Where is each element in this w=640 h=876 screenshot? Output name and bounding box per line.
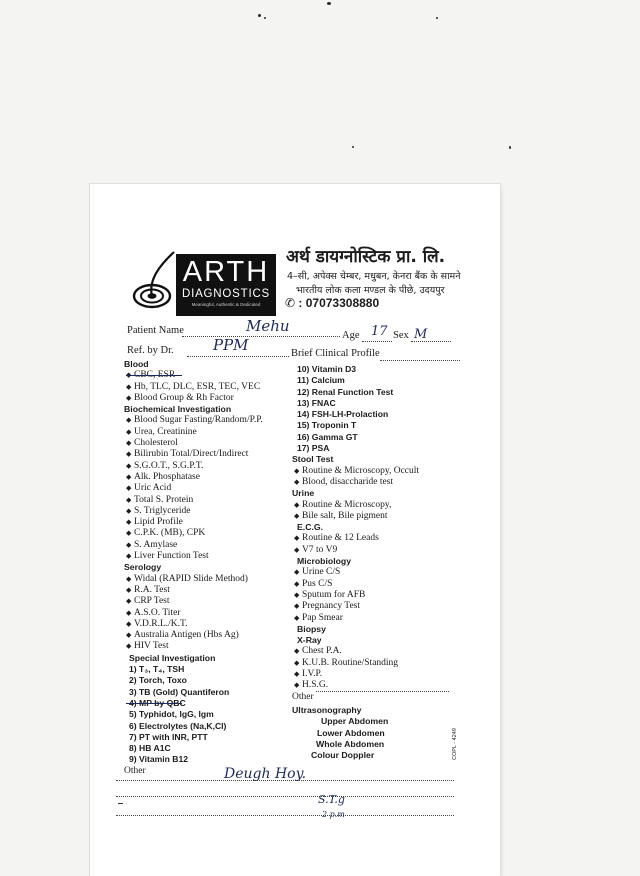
item-label: Other [124,765,146,776]
test-item-urine-c-s[interactable] [292,567,419,578]
item-label: Microbiology [297,556,352,567]
item-label: S. Triglyceride [134,505,191,516]
test-item-2-torch-toxo[interactable] [124,675,263,686]
test-item-uric-acid[interactable] [124,483,263,494]
test-item-7-pt-with-inr-ptt[interactable] [124,732,263,743]
arth-swirl-logo-icon [130,250,180,310]
item-label: Pregnancy Test [302,601,360,612]
sex-label: Sex [393,330,409,341]
bullet-icon: ◆ [126,382,132,391]
scan-speck [352,146,354,148]
test-item-hb-tlc-dlc-esr-tec-vec[interactable] [124,382,263,393]
test-item-a-s-o-titer[interactable] [124,608,263,619]
test-item-6-electrolytes-na-k-cl[interactable] [124,721,263,732]
item-label: Uric Acid [134,483,172,494]
bullet-icon: ◆ [126,574,132,583]
bullet-icon: ◆ [126,427,132,436]
test-item-h-s-g[interactable] [292,680,419,691]
bullet-icon: ◆ [126,608,132,617]
test-item-bile-salt-bile-pigment[interactable] [292,511,419,522]
section-heading-e-c-g [292,522,419,533]
bullet-icon: ◆ [126,416,132,425]
bullet-icon: ◆ [294,579,300,588]
test-item-lipid-profile[interactable] [124,517,263,528]
bullet-icon: ◆ [126,529,132,538]
item-label: Australia Antigen (Hbs Ag) [134,630,239,641]
item-label: Bile salt, Bile pigment [302,510,388,521]
test-item-blood-disaccharide-test[interactable] [292,477,419,488]
test-item-3-tb-gold-quantiferon[interactable] [124,687,263,698]
scan-speck [327,2,331,5]
item-label: 17) PSA [297,443,330,454]
item-label: 5) Typhidot, IgG, Igm [129,709,214,720]
other-label [292,692,419,703]
item-label: 15) Troponin T [297,420,357,431]
item-label: Routine & Microscopy, [302,499,392,510]
test-item-routine-microscopy[interactable] [292,500,419,511]
address-line-2: भारतीय लोक कला मण्डल के पीछे, उदयपुर [296,285,445,296]
section-heading-serology [124,562,263,573]
item-label: Routine & Microscopy, Occult [302,465,420,476]
handwritten-note-1: Deugh Hoy. [224,766,307,782]
other-line-2 [116,796,454,797]
item-label: 3) TB (Gold) Quantiferon [129,686,230,697]
bullet-icon: ◆ [294,466,300,475]
item-label: Other [292,691,314,702]
item-label: Routine & 12 Leads [302,533,379,544]
test-item-16-gamma-gt[interactable] [292,432,419,443]
bullet-icon: ◆ [126,642,132,651]
test-item-crp-test[interactable] [124,596,263,607]
patient-name-value[interactable]: Mehu [246,317,290,335]
item-label: Blood [124,359,149,369]
test-item-s-triglyceride[interactable] [124,506,263,517]
item-label: HIV Test [134,641,169,652]
scan-speck [436,17,438,19]
item-label: X-Ray [297,635,322,646]
test-item-hiv-test[interactable] [124,641,263,652]
handwritten-note-2: S.T.g [318,793,345,806]
test-item-bilirubin-total-direct-indirect[interactable] [124,449,263,460]
test-item-pregnancy-test[interactable] [292,601,419,612]
right-test-list [292,364,419,703]
scan-mark [118,803,123,804]
bullet-icon: ◆ [294,477,300,486]
item-label: 12) Renal Function Test [297,386,394,397]
test-item-australia-antigen-hbs-ag[interactable] [124,630,263,641]
test-item-4-mp-by-qbc[interactable] [124,698,263,709]
test-item-12-renal-function-test[interactable] [292,387,419,398]
phone-icon: ✆ [285,296,296,310]
phone-line [285,296,379,310]
bullet-icon: ◆ [294,500,300,509]
bullet-icon: ◆ [294,602,300,611]
item-label: CBC, ESR [134,370,176,381]
item-label: V.D.R.L./K.T. [134,618,188,629]
item-label: S. Amylase [134,539,178,550]
clinical-profile-label: Brief Clinical Profile [291,348,380,359]
test-item-widal-rapid-slide-method[interactable] [124,574,263,585]
ultrasonography-heading: Ultrasonography [292,705,362,715]
item-label: Blood Group & Rh Factor [134,392,234,403]
age-line [362,341,392,342]
bullet-icon: ◆ [126,552,132,561]
item-label: 1) T₃, T₄, TSH [129,664,185,675]
patient-name-label: Patient Name [127,325,184,336]
test-item-v7-to-v9[interactable] [292,545,419,556]
item-label: H.S.G. [302,680,329,691]
section-heading-stool-test [292,454,419,465]
section-heading-special-investigation [124,653,263,664]
item-label: CRP Test [134,596,170,607]
section-heading-x-ray [292,635,419,646]
test-item-10-vitamin-d3[interactable] [292,364,419,375]
item-label: Urine [292,488,315,499]
item-label: 13) FNAC [297,397,336,408]
clinical-profile-line [380,360,460,361]
item-label: Serology [124,562,162,573]
item-label: R.A. Test [134,584,170,595]
item-label: Pap Smear [302,612,343,623]
item-label: Blood, disaccharide test [302,476,394,487]
bullet-icon: ◆ [294,545,300,554]
test-item-urea-creatinine[interactable] [124,427,263,438]
test-item-14-fsh-lh-prolaction[interactable] [292,409,419,420]
item-label: I.V.P. [302,669,323,680]
ultrasonography-block [292,705,388,761]
item-label: Pus C/S [302,578,333,589]
test-item-pus-c-s[interactable] [292,579,419,590]
bullet-icon: ◆ [126,518,132,527]
test-item-v-d-r-l-k-t[interactable] [124,619,263,630]
item-label: Lipid Profile [134,517,183,528]
section-heading-biochemical-investigation [124,404,263,415]
item-label: Widal (RAPID Slide Method) [134,573,248,584]
item-label: K.U.B. Routine/Standing [302,657,399,668]
item-label: 8) HB A1C [129,743,171,754]
test-item-liver-function-test[interactable] [124,551,263,562]
test-item-alk-phosphatase[interactable] [124,472,263,483]
bullet-icon: ◆ [294,534,300,543]
item-label: Urine C/S [302,567,341,578]
test-item-blood-group-rh-factor[interactable] [124,393,263,404]
section-heading-microbiology [292,556,419,567]
item-label: E.C.G. [297,522,324,533]
item-label: Biopsy [297,623,326,634]
test-item-k-u-b-routine-standing[interactable] [292,658,419,669]
ref-doctor-value[interactable]: PPM [213,336,249,354]
test-item-routine-microscopy-occult[interactable] [292,466,419,477]
test-item-11-calcium[interactable] [292,375,419,386]
ultrasonography-colour-doppler[interactable]: Colour Doppler [311,750,375,761]
item-label: 11) Calcium [297,375,345,386]
bullet-icon: ◆ [294,613,300,622]
item-label: Chest P.A. [302,646,342,657]
ref-doctor-line [187,356,289,357]
scan-speck [509,146,511,149]
form-code: COPL - 4249 [452,728,458,760]
left-test-list [124,359,263,777]
item-label: Total S. Protein [134,494,194,505]
bullet-icon: ◆ [294,647,300,656]
item-label: 6) Electrolytes (Na,K,Cl) [129,720,227,731]
item-label: 2) Torch, Toxo [129,675,187,686]
brand-primary: ARTH [182,256,270,288]
bullet-icon: ◆ [126,461,132,470]
test-item-chest-p-a[interactable] [292,646,419,657]
age-value[interactable]: 17 [371,324,388,339]
scan-speck [264,17,266,19]
test-item-pap-smear[interactable] [292,613,419,624]
bullet-icon: ◆ [294,511,300,520]
test-item-15-troponin-t[interactable] [292,420,419,431]
item-label: Cholesterol [134,438,178,449]
item-label: Stool Test [292,454,334,465]
item-label: Bilirubin Total/Direct/Indirect [134,449,249,460]
section-heading-blood [124,359,263,370]
bullet-icon: ◆ [294,658,300,667]
ultrasonography-whole-abdomen[interactable]: Whole Abdomen [316,738,385,749]
phone-number: : 07073308880 [298,296,380,310]
handwritten-note-3: 2 p.m [322,810,345,819]
test-item-total-s-protein[interactable] [124,495,263,506]
section-heading-urine [292,488,419,499]
bullet-icon: ◆ [126,619,132,628]
scan-speck [258,14,261,17]
item-label: Alk. Phosphatase [134,471,200,482]
brand-logo [176,254,276,316]
item-label: 16) Gamma GT [297,431,358,442]
test-item-c-p-k-mb-cpk[interactable] [124,528,263,539]
bullet-icon: ◆ [126,585,132,594]
patient-name-line [182,336,340,337]
test-item-i-v-p[interactable] [292,669,419,680]
lab-name-hindi: अर्थ डायग्नोस्टिक प्रा. लि. [286,247,446,267]
item-label: 14) FSH-LH-Prolaction [297,409,389,420]
test-item-5-typhidot-igg-igm[interactable] [124,709,263,720]
test-item-cbc-esr[interactable] [124,370,263,381]
handwritten-strike-mark [126,703,182,704]
bullet-icon: ◆ [126,450,132,459]
bullet-icon: ◆ [126,472,132,481]
bullet-icon: ◆ [126,393,132,402]
item-label: S.G.O.T., S.G.P.T. [134,460,204,471]
item-label: Hb, TLC, DLC, ESR, TEC, VEC [134,381,261,392]
test-item-9-vitamin-b12[interactable] [124,754,263,765]
bullet-icon: ◆ [126,484,132,493]
item-label: 7) PT with INR, PTT [129,731,208,742]
age-label: Age [342,330,360,341]
brand-tagline: Meaningful, Authentic & Dedicated [191,302,261,307]
bullet-icon: ◆ [126,597,132,606]
test-item-blood-sugar-fasting-random-p-p[interactable] [124,415,263,426]
item-label: 10) Vitamin D3 [297,364,357,374]
bullet-icon: ◆ [294,568,300,577]
test-item-routine-12-leads[interactable] [292,533,419,544]
test-item-cholesterol[interactable] [124,438,263,449]
sex-value[interactable]: M [414,327,428,342]
item-label: Sputum for AFB [302,589,366,600]
item-label: 9) Vitamin B12 [129,754,189,765]
test-item-r-a-test[interactable] [124,585,263,596]
handwritten-strike-mark [126,375,182,376]
bullet-icon: ◆ [294,670,300,679]
item-label: Blood Sugar Fasting/Random/P.P. [134,415,263,426]
test-item-s-g-o-t-s-g-p-t[interactable] [124,461,263,472]
test-item-s-amylase[interactable] [124,540,263,551]
test-item-17-psa[interactable] [292,443,419,454]
ultrasonography-upper-abdomen[interactable]: Upper Abdomen [321,716,389,727]
section-heading-biopsy [292,624,419,635]
right-other-line [316,691,449,692]
brand-secondary: DIAGNOSTICS [181,288,271,300]
test-item-8-hb-a1c[interactable] [124,743,263,754]
item-label: Urea, Creatinine [134,426,197,437]
other-line-3 [116,815,454,816]
ultrasonography-lower-abdomen[interactable]: Lower Abdomen [317,727,385,738]
item-label: C.P.K. (MB), CPK [134,528,206,539]
test-item-1-t-t-tsh[interactable] [124,664,263,675]
item-label: Liver Function Test [134,551,209,562]
test-item-13-fnac[interactable] [292,398,419,409]
ref-doctor-label: Ref. by Dr. [127,345,174,356]
bullet-icon: ◆ [126,631,132,640]
bullet-icon: ◆ [126,439,132,448]
bullet-icon: ◆ [126,506,132,515]
item-label: 4) MP by QBC [129,697,186,708]
item-label: A.S.O. Titer [134,607,181,618]
test-item-sputum-for-afb[interactable] [292,590,419,601]
item-label: V7 to V9 [302,544,338,555]
address-line-1: 4–सी, अपेक्स चेम्बर, मधुबन, केनरा बैंक के सामने [287,271,461,282]
bullet-icon: ◆ [294,681,300,690]
bullet-icon: ◆ [126,495,132,504]
bullet-icon: ◆ [126,371,132,380]
bullet-icon: ◆ [126,540,132,549]
item-label: Special Investigation [129,652,216,663]
bullet-icon: ◆ [294,590,300,599]
item-label: Biochemical Investigation [124,404,232,415]
